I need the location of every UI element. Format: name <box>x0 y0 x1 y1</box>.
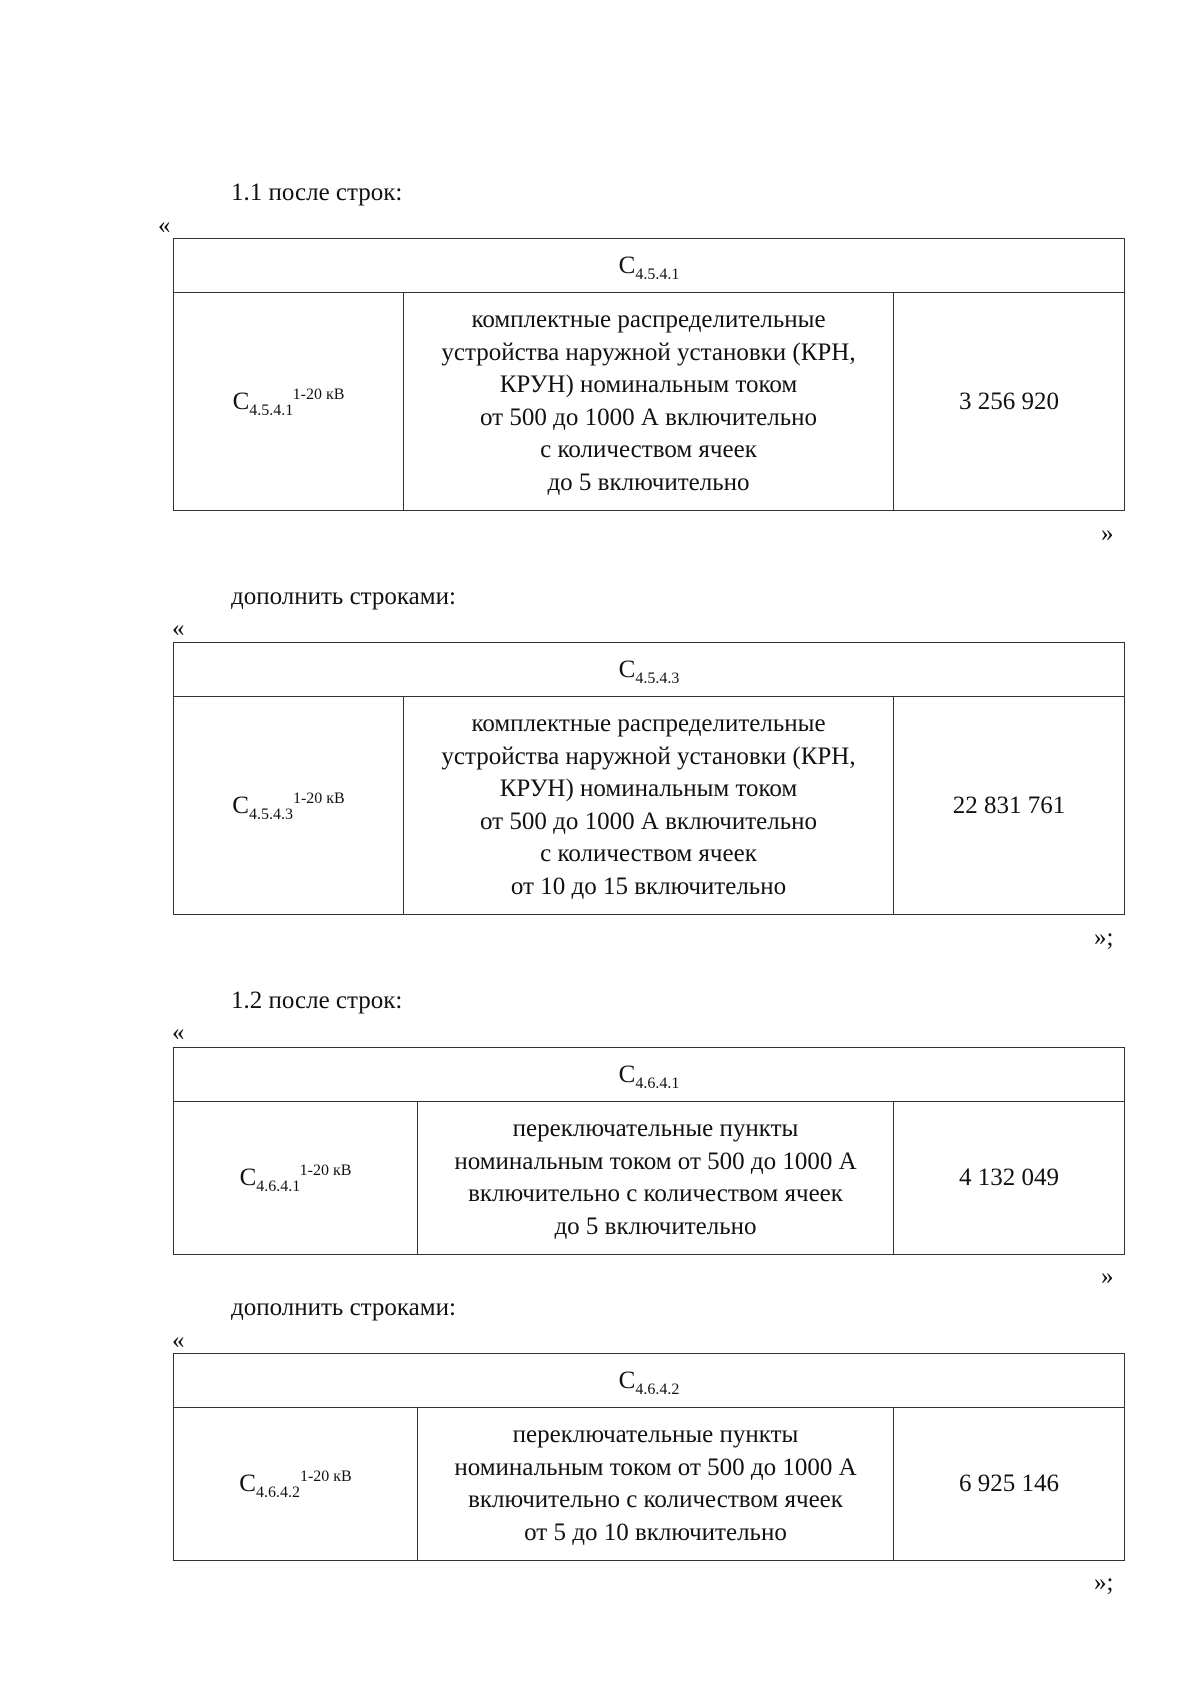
description-line: до 5 включительно <box>554 1212 757 1240</box>
description-line: от 10 до 15 включительно <box>510 872 787 900</box>
table-header-row <box>174 1354 1125 1408</box>
table-header-row <box>174 1048 1125 1102</box>
description-cell <box>404 697 894 915</box>
code-letter: С <box>232 791 249 819</box>
description-line: от 500 до 1000 А включительно <box>480 807 817 835</box>
description-cell <box>404 293 894 511</box>
code-letter: С <box>239 1470 256 1497</box>
description-line: комплектные распределительные <box>471 710 826 737</box>
code-superscript: 1-20 кВ <box>299 1162 352 1179</box>
close-quote: » <box>1101 1263 1114 1290</box>
section-1-2-intro: 1.2 после строк: <box>231 987 403 1014</box>
description-cell <box>418 1102 894 1255</box>
table-4-6-4-1 <box>173 1047 1125 1255</box>
code-superscript: 1-20 кВ <box>299 1468 352 1485</box>
description-line: от 5 до 10 включительно <box>524 1518 787 1546</box>
table-header-row <box>174 643 1125 697</box>
table-4-5-4-1 <box>173 238 1125 511</box>
code-cell <box>174 697 404 915</box>
code-letter: С <box>232 387 250 415</box>
open-quote: « <box>172 1327 185 1354</box>
description-cell <box>418 1408 894 1561</box>
table-header-row <box>174 239 1125 293</box>
description-line: комплектные распределительные <box>471 306 826 333</box>
table-4-6-4-2 <box>173 1353 1125 1561</box>
supplement-1-intro: дополнить строками: <box>231 583 456 610</box>
section-1-1-intro: 1.1 после строк: <box>231 179 403 206</box>
description-line: устройства наружной установки (КРН, <box>441 742 856 770</box>
code-subscript: 4.6.4.1 <box>256 1178 300 1195</box>
table-header-cell <box>174 643 1125 697</box>
description-line: до 5 включительно <box>547 468 750 496</box>
header-subscript: 4.5.4.3 <box>635 669 680 687</box>
table-row <box>174 697 1125 915</box>
description-line: КРУН) номинальным током <box>499 371 798 398</box>
open-quote: « <box>172 615 185 642</box>
code-cell <box>174 1408 418 1561</box>
value-cell: 3 256 920 <box>894 293 1125 511</box>
description-line: включительно с количеством ячеек <box>468 1486 843 1513</box>
description-line: номинальным током от 500 до 1000 А <box>454 1147 857 1175</box>
description-line: от 500 до 1000 А включительно <box>480 403 817 431</box>
table-row <box>174 1102 1125 1255</box>
description-line: переключательные пункты <box>512 1421 799 1448</box>
value-cell: 6 925 146 <box>894 1408 1125 1561</box>
open-quote: « <box>158 212 171 239</box>
close-quote: »; <box>1094 924 1114 951</box>
header-subscript: 4.6.4.2 <box>635 1380 680 1398</box>
code-superscript: 1-20 кВ <box>292 789 345 807</box>
table-row <box>174 1408 1125 1561</box>
table-header-cell <box>174 1048 1125 1102</box>
header-letter: С <box>618 1366 636 1394</box>
value-cell: 22 831 761 <box>894 697 1125 915</box>
close-quote: »; <box>1094 1569 1114 1596</box>
supplement-2-intro: дополнить строками: <box>231 1294 456 1321</box>
header-letter: С <box>618 251 636 279</box>
code-subscript: 4.5.4.1 <box>249 401 293 419</box>
code-subscript: 4.6.4.2 <box>255 1484 300 1501</box>
table-header-cell <box>174 239 1125 293</box>
header-subscript: 4.5.4.1 <box>635 265 680 283</box>
description-line: номинальным током от 500 до 1000 А <box>454 1453 857 1481</box>
code-superscript: 1-20 кВ <box>292 385 345 403</box>
description-line: с количеством ячеек <box>540 840 757 867</box>
description-line: переключательные пункты <box>512 1115 799 1142</box>
code-cell <box>174 1102 418 1255</box>
close-quote: » <box>1101 520 1114 547</box>
header-subscript: 4.6.4.1 <box>635 1074 680 1092</box>
table-row <box>174 293 1125 511</box>
header-letter: С <box>618 655 636 683</box>
code-subscript: 4.5.4.3 <box>248 805 293 823</box>
open-quote: « <box>172 1019 185 1046</box>
description-line: КРУН) номинальным током <box>499 775 798 802</box>
description-line: включительно с количеством ячеек <box>468 1180 843 1207</box>
description-line: с количеством ячеек <box>540 436 757 463</box>
code-letter: С <box>239 1164 257 1191</box>
header-letter: С <box>618 1060 636 1088</box>
table-4-5-4-3 <box>173 642 1125 915</box>
description-line: устройства наружной установки (КРН, <box>441 338 856 366</box>
table-header-cell <box>174 1354 1125 1408</box>
code-cell <box>174 293 404 511</box>
value-cell: 4 132 049 <box>894 1102 1125 1255</box>
